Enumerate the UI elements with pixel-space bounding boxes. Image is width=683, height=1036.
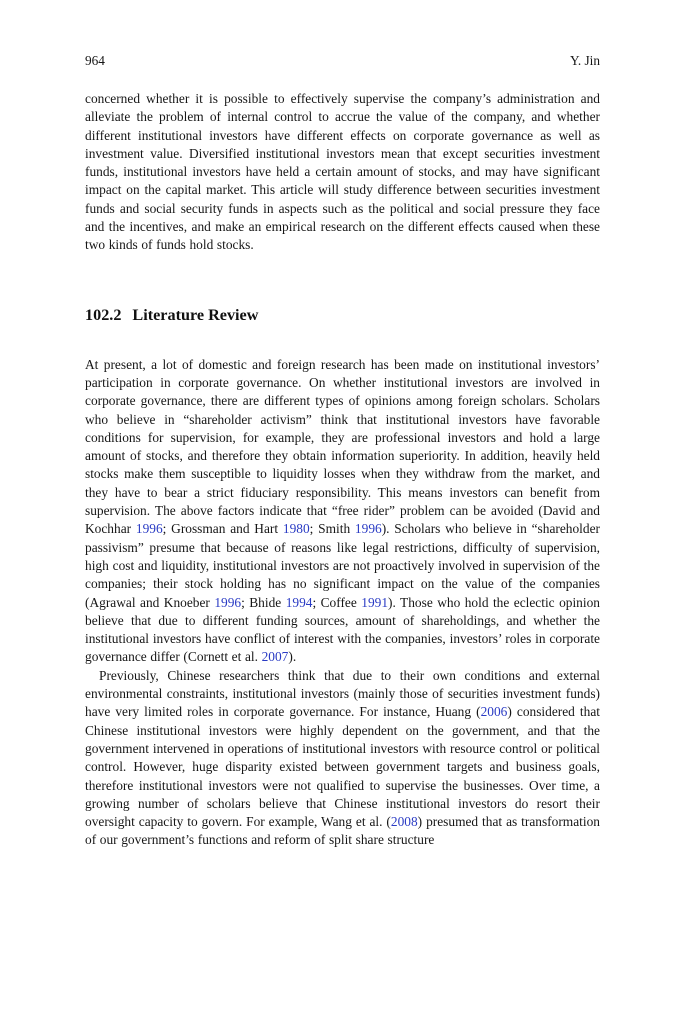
paragraph-text: ; Coffee [312,594,362,610]
paragraph-intro-continuation [85,90,600,255]
running-header [85,0,600,70]
citation-link[interactable]: 2007 [261,649,289,665]
citation-link[interactable]: 1996 [135,521,163,537]
page-number: 964 [85,53,105,68]
paragraph-text: Previously, Chinese researchers think that due to their own conditions and external environmental constraints, institutional investors (mainly those of securities investment funds) have very limited roles in corporate governance. For instance, Huang ( [85,667,600,720]
citation-link[interactable]: 1996 [214,594,242,610]
paragraph-text: ) considered that Chinese institutional investors were highly dependent on the government, and that the government intervened in operations of institutional investors with resource control or political control. However, huge disparity existed between government targets and business goals, therefore institutional investors were not qualified to supervise the businesses. Over time, a growing number of scholars believe that Chinese institutional investors do resort their oversight capacity to govern. For example, Wang et al. ( [85,704,601,830]
citation-link[interactable]: 1994 [285,594,313,610]
paragraph-text: ; Bhide [241,594,286,610]
section-number: 102.2 [85,305,122,324]
paragraph-text: ) presumed that as transformation of our government’s functions and reform of split share structure [85,814,600,848]
paragraph-text: At present, a lot of domestic and foreign research has been made on institutional investors’ participation in corporate governance. On whether institutional investors are involved in corporate governance, there are different types of opinions among foreign scholars. Scholars who believe in “shareholder activism” think that institutional investors have favorable conditions for supervision, for example, they are professional investors and hold a large amount of stocks, and therefore they obtain information superiority. In addition, heavily held stocks make them susceptible to liquidity losses when they withdraw from the market, and they have to bear a strict fiduciary responsibility. This means investors can benefit from supervision. The above factors indicate that “free rider” problem can be avoided (David and Kochhar [85,356,600,537]
paragraph-text: ). Scholars who believe in “shareholder passivism” presume that because of reasons like legal restrictions, difficulty of supervision, high cost and liquidity, institutional investors are not proactively involved in supervision of the companies; their stock holding has no significant impact on the value of the companies (Agrawal and Knoeber [85,521,601,610]
citation-link[interactable]: 2008 [390,814,418,830]
paragraph-chinese-research [85,667,600,850]
citation-link[interactable]: 1996 [354,521,382,537]
paragraph-text: ). [288,649,297,665]
section-heading [85,304,600,326]
paragraph-text: ). Those who hold the eclectic opinion believe that due to different funding sources, amount of shareholdings, and whether the institutional investors have conflict of interest with the companies, investors’ roles in corporate governance differ (Cornett et al. [85,594,600,665]
paragraph-literature-review [85,356,600,667]
citation-link[interactable]: 1980 [282,521,310,537]
paragraph-text: concerned whether it is possible to effectively supervise the company’s administration and alleviate the problem of internal control to accrue the value of the company, and whether different institutional investors have different effects on corporate governance as well as investment value. Diversified institutional investors mean that except securities investment funds, institutional investors have held a certain amount of stocks, and may have significant impact on the capital market. This article will study difference between securities investment funds and social security funds in aspects such as the political and social pressure they face and the incentives, and make an empirical research on the different effects caused when these two kinds of funds hold stocks. [85,91,600,253]
page-body [85,90,600,850]
paragraph-text: ; Grossman and Hart [162,521,283,537]
paragraph-text: ; Smith [309,521,355,537]
citation-link[interactable]: 2006 [480,704,508,720]
running-head-author: Y. Jin [569,53,600,68]
citation-link[interactable]: 1991 [361,594,389,610]
section-title: Literature Review [132,305,259,324]
